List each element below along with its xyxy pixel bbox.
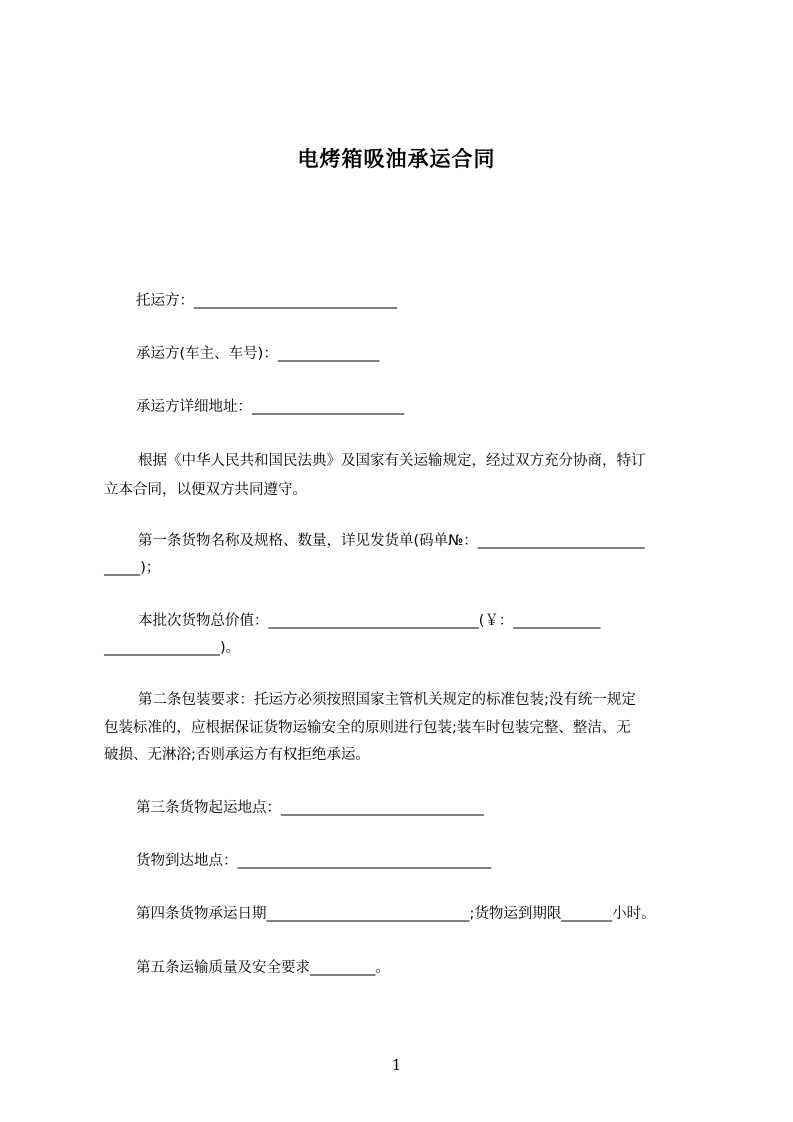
page-number: 1 [391,1056,402,1074]
article-2-line-2: 包装标准的，应根据保证货物运输安全的原则进行包装;装车时包装完整、整洁、无 [104,720,631,736]
article-1-line-1: 第一条货物名称及规格、数量，详见发货单(码单№：_______________________ [138,533,645,549]
destination-line: 货物到达地点：___________________________________ [136,853,492,869]
article-3-line: 第三条货物起运地点：____________________________ [136,800,484,816]
shipper-line: 托运方：____________________________ [136,293,397,309]
total-value-line-2: ________________)。 [104,640,241,656]
total-value-line-1: 本批次货物总价值：_____________________________(￥：____________ [138,613,601,629]
carrier-address-line: 承运方详细地址：_____________________ [136,399,405,415]
article-2-line-1: 第二条包装要求：托运方必须按照国家主管机关规定的标准包装;没有统一规定 [138,692,636,708]
article-4-line: 第四条货物承运日期____________________________;货物运到期限_______小时。 [136,906,656,922]
preamble-line-2: 立本合同，以便双方共同遵守。 [104,482,307,498]
document-title: 电烤箱吸油承运合同 [297,147,496,171]
carrier-line: 承运方(车主、车号)：______________ [136,346,380,362]
preamble-line-1: 根据《中华人民共和国民法典》及国家有关运输规定，经过双方充分协商，特订 [138,453,646,469]
article-1-line-2: _____)； [104,560,161,576]
article-5-line: 第五条运输质量及安全要求_________。 [136,960,390,976]
article-2-line-3: 破损、无淋浴;否则承运方有权拒绝承运。 [104,747,370,763]
